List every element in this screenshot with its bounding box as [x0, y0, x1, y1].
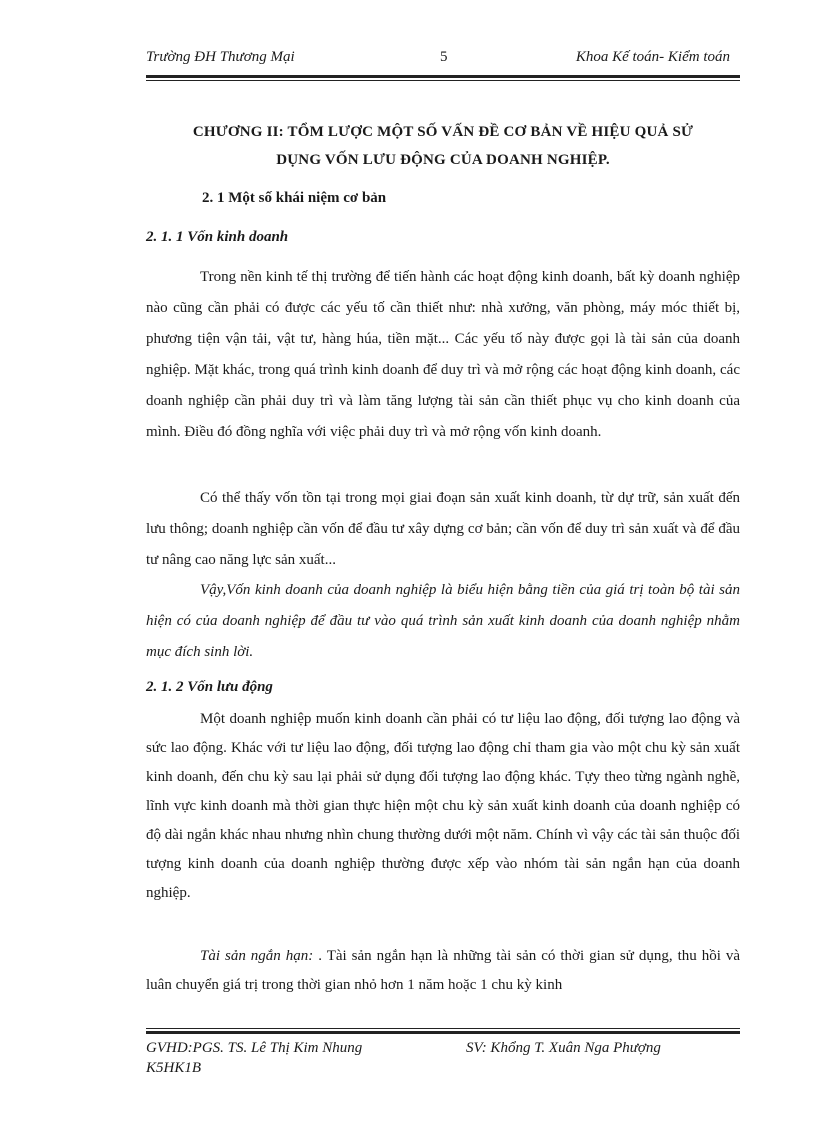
- paragraph-tai-san-ngan-han-text: . Tài sản ngắn hạn là những tài sản có thời gian sử dụng, thu hồi và luân chuyển giá trị trong thời gian nhỏ hơn 1 năm hoặc 1 chu kỳ kinh: [146, 948, 741, 993]
- footer-class: K5HK1B: [146, 1060, 202, 1076]
- page-number: 5: [440, 49, 448, 65]
- section-2-1-1-heading: 2. 1. 1 Vốn kinh doanh: [146, 229, 289, 245]
- footer-rule-thin: [146, 1028, 740, 1029]
- header-rule-thick: [146, 75, 740, 78]
- paragraph-von-kinh-doanh-definition: Vậy,Vốn kinh doanh của doanh nghiệp là biểu hiện bằng tiền của giá trị toàn bộ tài sản hiện có của doanh nghiệp để đầu tư vào quá trình sản xuất kinh doanh của doanh nghiệp nhằm mục đích sinh lời.: [146, 582, 740, 660]
- header-school: Trường ĐH Thương Mại: [146, 49, 295, 65]
- footer-rule-thick: [146, 1031, 740, 1034]
- section-2-1-heading: 2. 1 Một số khái niệm cơ bản: [202, 190, 387, 206]
- footer-student: SV: Khổng T. Xuân Nga Phượng: [466, 1040, 661, 1056]
- paragraph-von-kinh-doanh-1: Trong nền kinh tế thị trường để tiến hành các hoạt động kinh doanh, bất kỳ doanh nghiệp nào cũng cần phải có được các yếu tố cần thiết như: nhà xưởng, văn phòng, máy móc thiết bị, phương tiện vận tải, vật tư, hàng húa, tiền mặt... Các yếu tố này được gọi là tài sản của doanh nghiệp. Mặt khác, trong quá trình kinh doanh để duy trì và mở rộng các hoạt động kinh doanh, các doanh nghiệp cần phải duy trì và làm tăng lượng tài sản cần thiết phục vụ cho kinh doanh của mình. Điều đó đồng nghĩa với việc phải duy trì và mở rộng vốn kinh doanh.: [146, 269, 740, 440]
- chapter-title-line2: DỤNG VỐN LƯU ĐỘNG CỦA DOANH NGHIỆP.: [276, 152, 610, 168]
- section-2-1-2-heading: 2. 1. 2 Vốn lưu động: [146, 679, 273, 695]
- footer-supervisor: GVHD:PGS. TS. Lê Thị Kim Nhung: [146, 1040, 363, 1056]
- header-faculty: Khoa Kế toán- Kiểm toán: [575, 49, 730, 65]
- paragraph-von-luu-dong-1: Một doanh nghiệp muốn kinh doanh cần phải có tư liệu lao động, đối tượng lao động và sức lao động. Khác với tư liệu lao động, đối tượng lao động chỉ tham gia vào một chu kỳ sản xuất kinh doanh, đến chu kỳ sau lại phải sử dụng đối tượng lao động khác. Tựy theo từng ngành nghề, lĩnh vực kinh doanh mà thời gian thực hiện một chu kỳ sản xuất kinh doanh của doanh nghiệp có độ dài ngắn khác nhau nhưng nhìn chung thường dưới một năm. Chính vì vậy các tài sản thuộc đối tượng kinh doanh của doanh nghiệp thường được xếp vào nhóm tài sản ngắn hạn của doanh nghiệp.: [146, 711, 740, 901]
- chapter-title-line1: CHƯƠNG II: TỔM LƯỢC MỘT SỐ VẤN ĐỀ CƠ BẢN VỀ HIỆU QUẢ SỬ: [192, 124, 694, 140]
- paragraph-von-kinh-doanh-2: Có thể thấy vốn tồn tại trong mọi giai đoạn sản xuất kinh doanh, từ dự trữ, sản xuất đến lưu thông; doanh nghiệp cần vốn để đầu tư xây dựng cơ bản; cần vốn để duy trì sản xuất và để đầu tư nâng cao năng lực sản xuất...: [146, 490, 740, 568]
- term-tai-san-ngan-han: Tài sản ngắn hạn:: [200, 948, 314, 964]
- header-rule-thin: [146, 80, 740, 81]
- paragraph-tai-san-ngan-han: [146, 942, 740, 1000]
- page-header: [146, 49, 740, 71]
